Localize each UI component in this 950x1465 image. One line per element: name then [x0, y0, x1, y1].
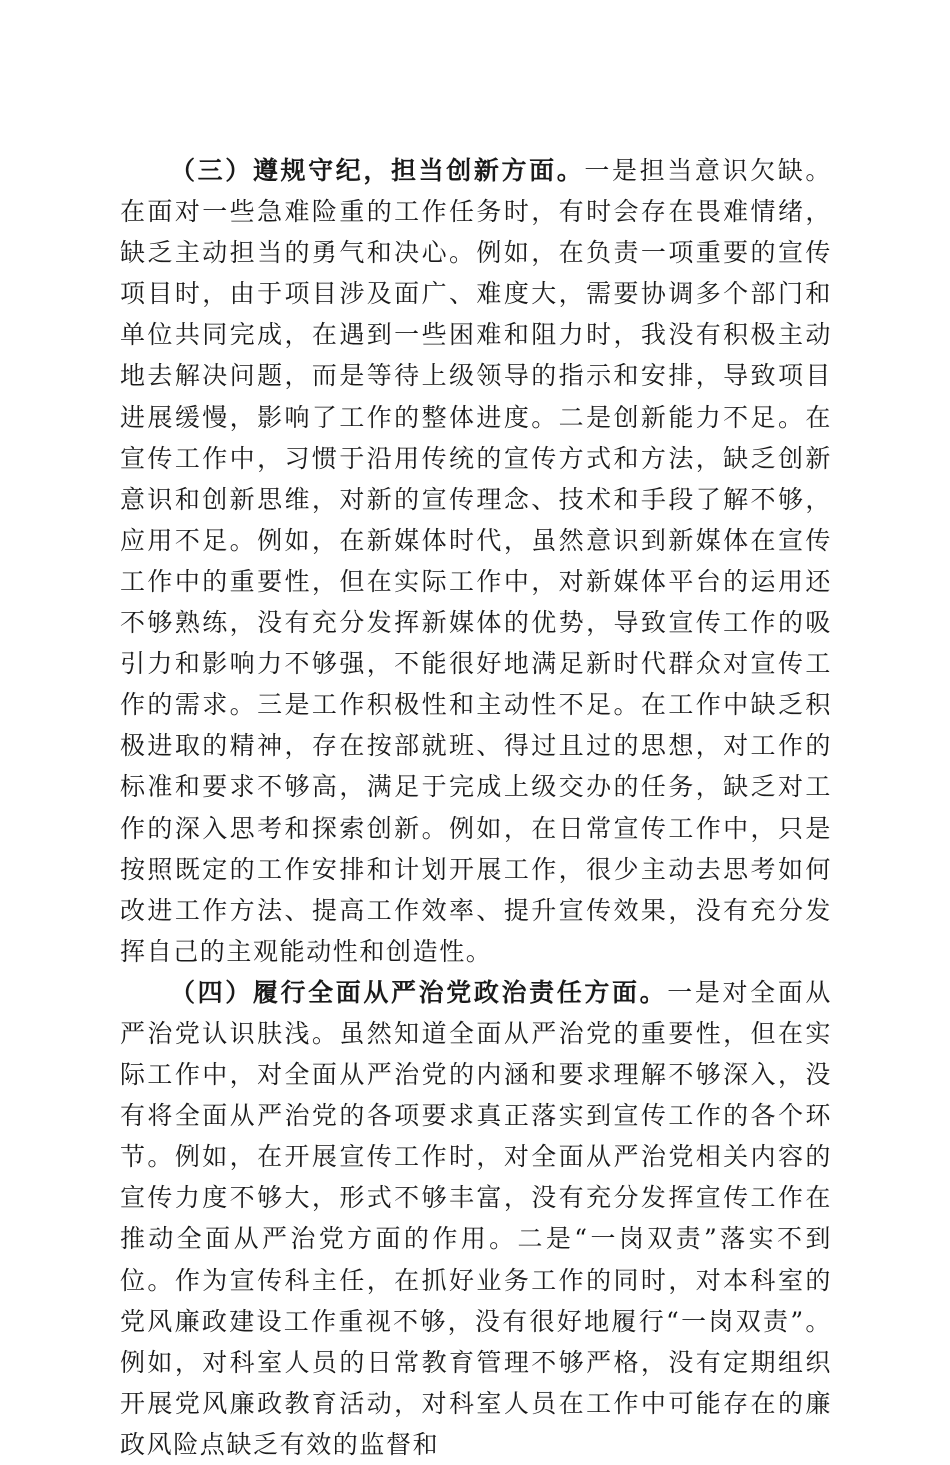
section-3-heading: （三）遵规守纪，担当创新方面。	[170, 156, 585, 185]
paragraph-section-4	[120, 972, 832, 1465]
paragraph-section-3	[120, 150, 832, 972]
section-4-body: 一是对全面从严治党认识肤浅。虽然知道全面从严治党的重要性，但在实际工作中，对全面从严治党的内涵和要求理解不够深入，没有将全面从严治党的各项要求真正落实到宣传工作的各个环节。例如，在开展宣传工作时，对全面从严治党相关内容的宣传力度不够大，形式不够丰富，没有充分发挥宣传工作在推动全面从严治党方面的作用。二是“一岗双责”落实不到位。作为宣传科主任，在抓好业务工作的同时，对本科室的党风廉政建设工作重视不够，没有很好地履行“一岗双责”。例如，对科室人员的日常教育管理不够严格，没有定期组织开展党风廉政教育活动，对科室人员在工作中可能存在的廉政风险点缺乏有效的监督和	[120, 977, 832, 1459]
document-body	[120, 150, 832, 1465]
section-4-heading: （四）履行全面从严治党政治责任方面。	[170, 977, 668, 1007]
section-3-body: 一是担当意识欠缺。在面对一些急难险重的工作任务时，有时会存在畏难情绪，缺乏主动担当的勇气和决心。例如，在负责一项重要的宣传项目时，由于项目涉及面广、难度大，需要协调多个部门和单位共同完成，在遇到一些困难和阻力时，我没有积极主动地去解决问题，而是等待上级领导的指示和安排，导致项目进展缓慢，影响了工作的整体进度。二是创新能力不足。在宣传工作中，习惯于沿用传统的宣传方式和方法，缺乏创新意识和创新思维，对新的宣传理念、技术和手段了解不够，应用不足。例如，在新媒体时代，虽然意识到新媒体在宣传工作中的重要性，但在实际工作中，对新媒体平台的运用还不够熟练，没有充分发挥新媒体的优势，导致宣传工作的吸引力和影响力不够强，不能很好地满足新时代群众对宣传工作的需求。三是工作积极性和主动性不足。在工作中缺乏积极进取的精神，存在按部就班、得过且过的思想，对工作的标准和要求不够高，满足于完成上级交办的任务，缺乏对工作的深入思考和探索创新。例如，在日常宣传工作中，只是按照既定的工作安排和计划开展工作，很少主动去思考如何改进工作方法、提高工作效率、提升宣传效果，没有充分发挥自己的主观能动性和创造性。	[120, 156, 832, 966]
